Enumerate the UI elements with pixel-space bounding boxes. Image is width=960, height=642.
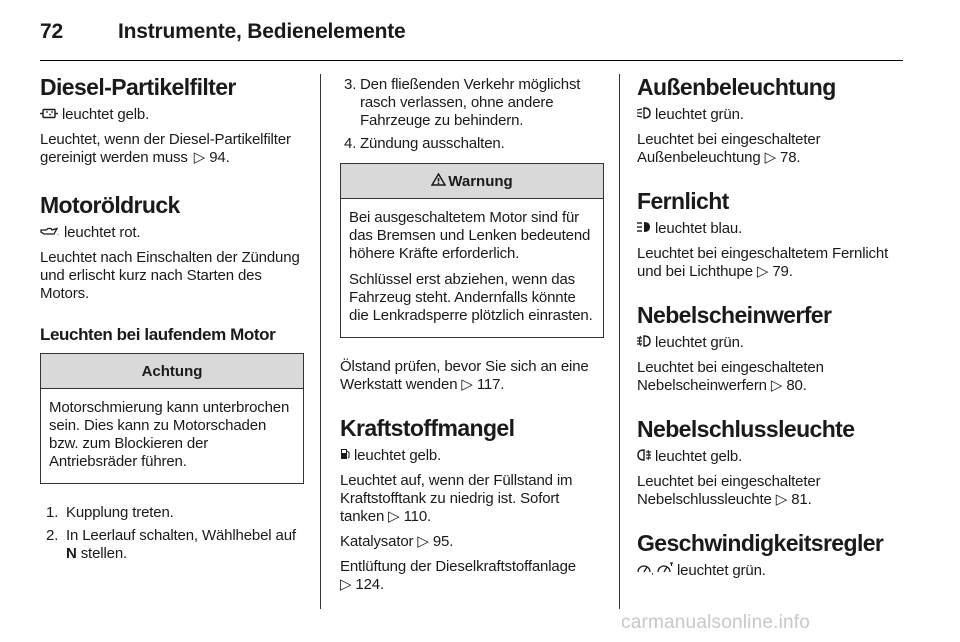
exterior-light-icon [637,105,651,123]
caution-box-text: Motorschmierung kann unterbrochen sein. Dies kann zu Motorschaden bzw. zum Blockieren der Antriebsräder führen. [49,399,290,470]
page-number: 72 [40,20,63,43]
section-title-oil: Motoröldruck [40,192,180,218]
list-item: 3. Den fließenden Verkehr möglichst rasch verlassen, ohne andere Fahrzeuge zu behindern. [344,76,581,129]
reference-arrow-icon: ▷ [340,576,352,593]
list-item: 2. In Leerlauf schalten, Wählhebel auf N stellen. [46,527,296,562]
cruise-control-icon [637,561,673,579]
reference-arrow-icon: ▷ [764,149,776,166]
high-beam-status: leuchtet blau. [637,219,905,238]
page-header [40,20,406,44]
front-fog-status: leuchtet grün. [637,333,905,352]
section-title-exterior-light: Außenbeleuchtung [637,74,836,100]
section-title-running-engine: Leuchten bei laufendem Motor [40,325,276,344]
oil-description: Leuchtet nach Einschalten der Zündung und erlischt kurz nach Starten des Motors. [40,249,300,302]
list-item: 4. Zündung ausschalten. [344,135,505,152]
front-fog-light-icon [637,333,651,351]
section-title-cruise-control: Geschwindigkeitsregler [637,530,884,556]
high-beam-icon [637,219,651,237]
warning-text-1: Bei ausgeschaltetem Motor sind für das Bremsen und Lenken bedeutend höhere Kräfte erforderlich. [349,209,591,262]
oil-status: leuchtet rot. [40,223,304,242]
warning-box-title: Warnung [341,164,603,199]
reference-arrow-icon: ▷ [461,376,473,393]
high-beam-description: Leuchtet bei eingeschaltetem Fernlicht und bei Lichthupe ▷ 79. [637,245,889,280]
steps-list [340,76,604,153]
fuel-status: leuchtet gelb. [340,446,604,465]
page-reference[interactable]: 94. [209,149,230,166]
page-reference[interactable]: 80. [786,377,807,394]
steps-list [40,504,304,563]
page-reference[interactable]: 79. [772,263,793,280]
front-fog-description: Leuchtet bei eingeschalteten Nebelscheinwerfern ▷ 80. [637,359,824,394]
column-1 [40,74,304,568]
column-2 [340,74,604,601]
diesel-particulate-filter-icon [40,105,58,123]
dpf-status: leuchtet gelb. [40,105,304,124]
catalyst-text: Katalysator ▷ 95. [340,533,454,550]
rear-fog-description: Leuchtet bei eingeschalteter Nebelschlussleuchte ▷ 81. [637,473,821,508]
page-reference[interactable]: 95. [432,533,454,550]
section-title-front-fog: Nebelscheinwerfer [637,302,832,328]
column-3 [637,74,905,587]
page-reference[interactable]: 78. [780,149,801,166]
oil-check-text: Ölstand prüfen, bevor Sie sich an eine Werkstatt wenden ▷ 117. [340,358,589,393]
reference-arrow-icon: ▷ [756,263,769,280]
reference-arrow-icon: ▷ [770,377,783,394]
oil-pressure-icon [40,223,60,241]
header-rule [40,60,903,61]
page-header-title: Instrumente, Bedienelemente [118,20,406,43]
fuel-low-icon [340,446,350,464]
exterior-light-description: Leuchtet bei eingeschalteter Außenbeleuchtung ▷ 78. [637,131,821,166]
cruise-control-status: , leuchtet grün. [637,561,905,580]
warning-text-2: Schlüssel erst abziehen, wenn das Fahrzeug steht. Andernfalls könnte die Lenkradsperre plötzlich einrasten. [349,271,593,324]
dpf-description: Leuchtet, wenn der Diesel-Partikelfilter gereinigt werden muss ▷ 94. [40,131,291,166]
fuel-system-vent-text: Entlüftung der Dieselkraftstoffanlage ▷ 124. [340,558,576,593]
warning-triangle-icon [431,173,446,190]
column-divider [320,74,321,609]
column-divider [619,74,620,609]
reference-arrow-icon: ▷ [417,533,429,550]
caution-box [40,353,304,484]
rear-fog-status: leuchtet gelb. [637,447,905,466]
reference-arrow-icon: ▷ [388,508,400,525]
caution-box-title: Achtung [41,354,303,389]
section-title-rear-fog: Nebelschlussleuchte [637,416,855,442]
watermark: carmanualsonline.info [621,612,811,633]
page-reference[interactable]: 110. [403,508,432,525]
section-title-fuel: Kraftstoffmangel [340,415,515,441]
list-item: 1. Kupplung treten. [46,504,174,521]
rear-fog-light-icon [637,447,651,465]
reference-arrow-icon: ▷ [193,149,206,166]
page-reference[interactable]: 81. [791,491,812,508]
section-title-dpf: Diesel-Partikelfilter [40,74,236,100]
page-reference[interactable]: 117. [476,376,505,393]
fuel-description: Leuchtet auf, wenn der Füllstand im Kraftstofftank zu niedrig ist. Sofort tanken ▷ 110. [340,472,573,525]
page-reference[interactable]: 124. [355,576,385,593]
section-title-high-beam: Fernlicht [637,188,729,214]
svg-text:,: , [651,566,654,575]
reference-arrow-icon: ▷ [775,491,788,508]
exterior-light-status: leuchtet grün. [637,105,905,124]
warning-box [340,163,604,338]
